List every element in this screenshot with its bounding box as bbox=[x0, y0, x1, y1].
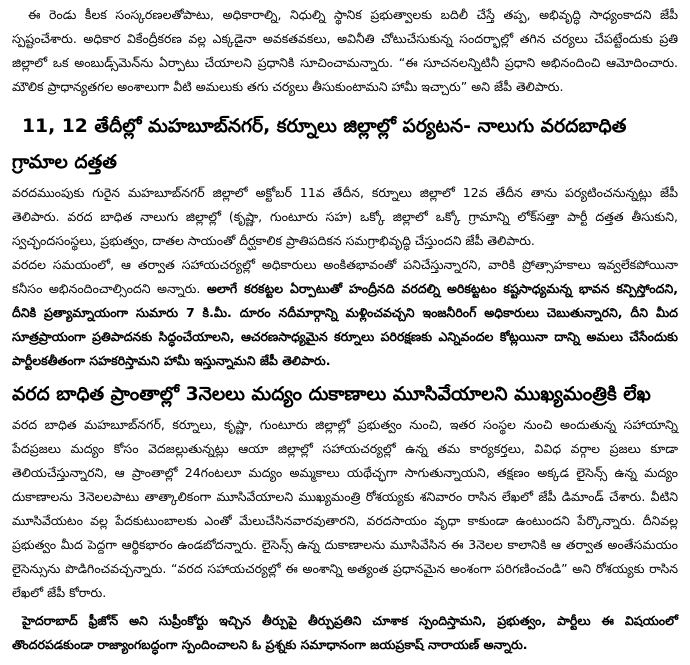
paragraph-officials-text: వరదల సమయంలో, ఆ తర్వాత సహాయచర్యల్లో అధికారులు అంకితభావంతో పనిచేస్తున్నారని, వారికి ప్రోత్సాహకాలు ఇవ్వలేకపోయినా కనీసం అభినందించాల్సిందని అన్నారు. bbox=[12, 257, 678, 296]
paragraph-freezone-verdict: హైదరాబాద్ ఫ్రీజోన్ అని సుప్రీంకోర్టు ఇచ్చిన తీర్పుపై తీర్పుప్రతిని చూశాక స్పందిస్తామని, ప్రభుత్వం, పార్టీలు ఈ విషయంలో తొందరపడకుండా రాజ్యాంగబద్ధంగా స్పందించాలని ఓ ప్రశ్నకు సమాధానంగా జయప్రకాష్ నారాయణ్ అన్నారు. bbox=[12, 613, 678, 652]
paragraph-flood-tour: వరదముంపుకు గురైన మహబూబ్‌నగర్ జిల్లాలో అక్టోబర్ 11వ తేదీన, కర్నూలు జిల్లాలో 12వ తేదీన తాను పర్యటించనున్నట్లు జేపీ తెలిపారు. వరద బాధిత నాలుగు జిల్లాల్లో (కృష్ణా, గుంటూరు సహ) ఒక్కో జిల్లాలో ఒక్కో గ్రామాన్ని లోక్‌సత్తా పార్టీ దత్తత తీసుకుని, స్వచ్ఛందసంస్థలు, ప్రభుత్వం, దాతల సాయంతో దీర్ఘకాలిక ప్రాతిపదికన సమగ్రాభివృద్ధి చేస్తుందని జేపీ తెలిపారు. bbox=[12, 185, 678, 248]
section-heading-district-tour: 11, 12 తేదీల్లో మహబూబ్‌నగర్, కర్నూలు జిల్లాల్లో పర్యటన- నాలుగు వరదబాధిత గ్రామాల దత్తత bbox=[12, 116, 627, 173]
paragraph-officials-handri bbox=[12, 253, 678, 373]
paragraph-handri-river-text: అలాగే కరకట్టల ఏర్పాటుతో హంద్రీనది వరదల్ని అరికట్టటం కష్టసాధ్యమన్న భావన కన్పిస్తోందని, దీనికి ప్రత్యామ్నాయంగా సుమారు 7 కి.మీ. దూరం నదీమార్గాన్ని మళ్లించవచ్చని ఇంజనీరింగ్ అధికారులు చెబుతున్నారని, దీని మీద సూత్రప్రాయంగా ప్రతిపాదనకు సిద్ధంచేయాలని, ఆచరణసాధ్యమైన కర్నూలు పరిరక్షణకు ఎన్నివందల కోట్లయినా దాన్ని అమలు చేసేందుకు పార్టీలకతీతంగా సహకరిస్తామని హామీ ఇస్తున్నామని జేపీ తెలిపారు. bbox=[12, 281, 678, 368]
paragraph-liquor-shops: వరద బాధిత మహబూబ్‌నగర్, కర్నూలు, కృష్ణా, గుంటూరు జిల్లాల్లో ప్రభుత్వం నుంచి, ఇతర సంస్థల నుంచి అందుతున్న సహాయాన్ని పేదప్రజలు మద్యం కోసం వెదజల్లుతున్నట్లు ఆయా జిల్లాల్లో సహాయచర్యల్లో ఉన్న తమ కార్యకర్తలు, వివిధ వర్గాల ప్రజలు కూడా తెలియచేస్తున్నారని, ఆ ప్రాంతాల్లో 24గంటలూ మద్యం అమ్మకాలు యథేచ్ఛగా సాగుతున్నాయని, తక్షణం అక్కడ లైసెన్స్ ఉన్న మద్యం దుకాణాలను 3నెలలపాటు తాత్కాలికంగా మూసివేయాలని ముఖ్యమంత్రి రోశయ్యకు శనివారం రాసిన లేఖలో జేపీ డిమాండ్ చేశారు. వీటిని మూసివేయటం వల్ల పేదకుటుంబాలకు ఎంతో మేలుచేసినవారవుతారని, వరదసాయం వృధా కాకుండా ఉంటుందని పేర్కొన్నారు. దీనివల్ల ప్రభుత్వం మీద పెద్దగా ఆర్థికభారం ఉండబోదన్నారు. లైసెన్స్ ఉన్న దుకాణాలను మూసివేసిన ఈ 3నెలల కాలానికి ఆ తర్వాత అంతేసమయం లైసెన్సును పొడిగించవచ్చన్నారు. “వరద సహాయచర్యల్లో ఈ అంశాన్ని అత్యంత ప్రధానమైన అంశంగా పరిగణించండి” అని రోశయ్యకు రాసిన లేఖలో జేపీ కోరారు. bbox=[12, 417, 678, 600]
intro-paragraph: ఈ రెండు కీలక సంస్కరణలతోపాటు, అధికారాల్ని, నిధుల్ని స్థానిక ప్రభుత్వాలకు బదిలీ చేస్తే తప్ప, అభివృద్ధి సాధ్యంకాదని జేపీ స్పష్టంచేశారు. అధికార వికేంద్రీకరణ వల్ల ఎక్కడైనా అవకతవకలు, అవినీతి చోటుచేసుకున్న సందర్భాల్లో తగిన చర్యలు చేపట్టేందుకు ప్రతి జిల్లాలో ఒక అంబుడ్స్‌మెన్‌ను ఏర్పాటు చేయాలని ప్రధానికి సూచించామన్నారు. “ఈ సూచనలన్నిటినీ ప్రధాని అభినందించి ఆమోదించారు. మౌలిక ప్రాధాన్యతగల అంశాలుగా వీటి అమలుకు తగు చర్యలు తీసుకుంటామని హామీ ఇచ్చారు” అని జేపీ తెలిపారు. bbox=[12, 7, 678, 94]
section-heading-liquor-letter: వరద బాధిత ప్రాంతాల్లో 3నెలలు మద్యం దుకాణాలు మూసివేయాలని ముఖ్యమంత్రికి లేఖ bbox=[12, 384, 651, 405]
